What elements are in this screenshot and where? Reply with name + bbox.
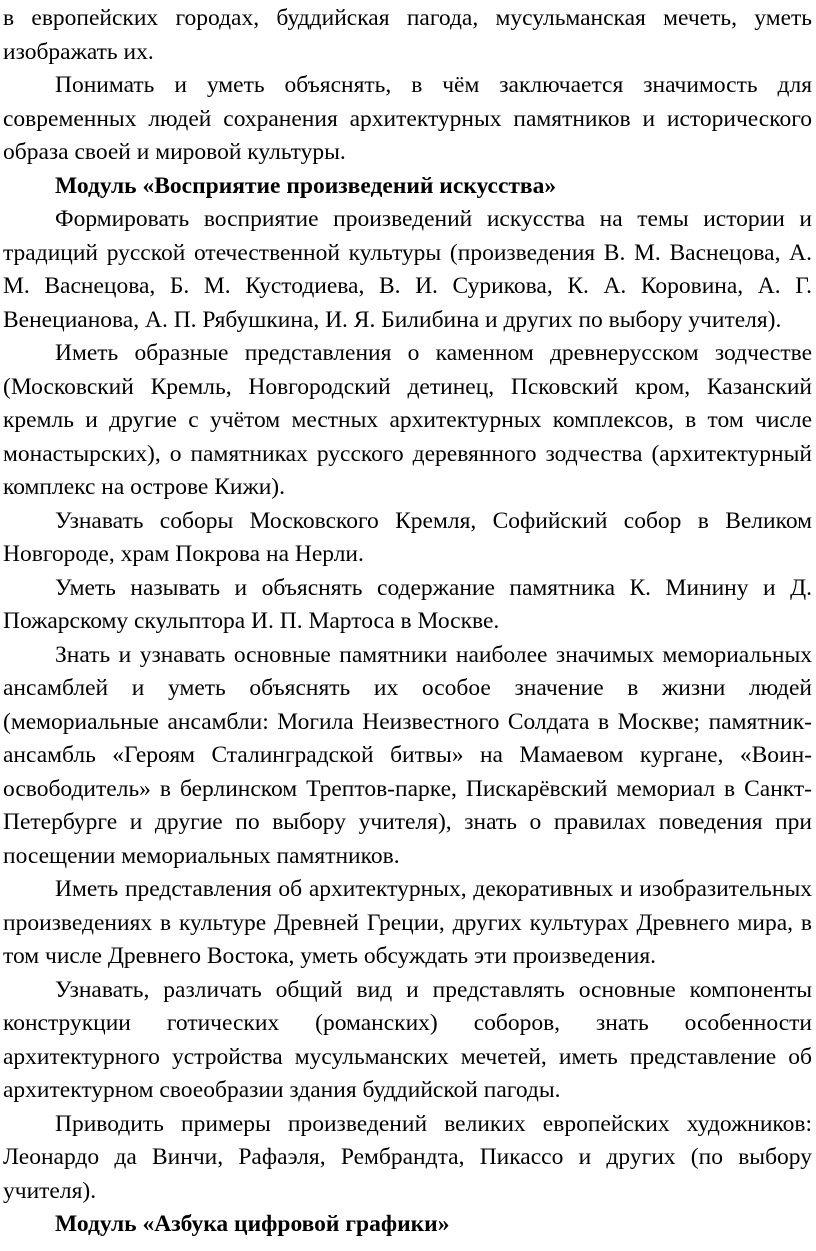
paragraph: Понимать и уметь объяснять, в чём заключается значимость для современных людей сохранения архитектурных памятников и исторического образа своей и мировой культуры. [3,72,812,165]
module-heading: Модуль «Восприятие произведений искусства» [55,172,557,199]
paragraph: Иметь образные представления о каменном древнерусском зодчестве (Московский Кремль, Новгородский детинец, Псковский кром, Казанский кремль и другие с учётом местных архитектурных комплексов, в том числе монастырских), о памятниках русского деревянного зодчества (архитектурный комплекс на острове Кижи). [3,340,812,500]
paragraph-continuation: в европейских городах, буддийская пагода, мусульманская мечеть, уметь изображать их. [3,5,812,65]
paragraph: Узнавать, различать общий вид и представлять основные компоненты конструкции готических (романских) соборов, знать особенности архитектурного устройства мусульманских мечетей, иметь представление об архитектурном своеобразии здания буддийской пагоды. [3,976,812,1103]
paragraph: Приводить примеры произведений великих европейских художников: Леонардо да Винчи, Рафаэля, Рембрандта, Пикассо и других (по выбору учителя). [3,1110,812,1204]
paragraph: Формировать восприятие произведений искусства на темы истории и традиций русской отечественной культуры (произведения В. М. Васнецова, А. М. Васнецова, Б. М. Кустодиева, В. И. Сурикова, К. А. Коровина, А. Г. Венецианова, А. П. Рябушкина, И. Я. Билибина и других по выбору учителя). [3,206,812,333]
paragraph: Уметь называть и объяснять содержание памятника К. Минину и Д. Пожарскому скульптора И. П. Мартоса в Москве. [3,574,812,634]
paragraph: Иметь представления об архитектурных, декоративных и изобразительных произведениях в культуре Древней Греции, других культурах Древнего мира, в том числе Древнего Востока, уметь обсуждать эти произведения. [3,876,812,969]
paragraph: Знать и узнавать основные памятники наиболее значимых мемориальных ансамблей и уметь объяснять их особое значение в жизни людей (мемориальные ансамбли: Могила Неизвестного Солдата в Москве; памятник-ансамбль «Героям Сталинградской битвы» на Мамаевом кургане, «Воин-освободитель» в берлинском Трептов-парке, Пискарёвский мемориал в Санкт-Петербурге и другие по выбору учителя), знать о правилах поведения при посещении мемориальных памятников. [3,641,812,869]
paragraph: Узнавать соборы Московского Кремля, Софийский собор в Великом Новгороде, храм Покрова на Нерли. [3,507,812,567]
module-heading: Модуль «Азбука цифровой графики» [55,1211,450,1237]
